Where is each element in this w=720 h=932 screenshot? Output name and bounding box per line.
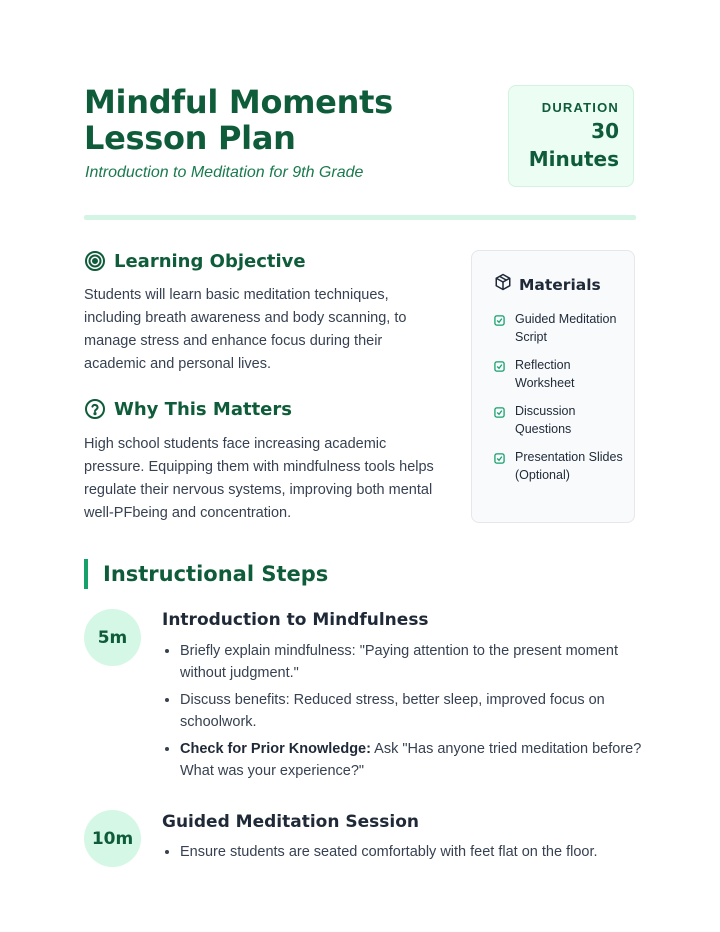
materials-list [494,310,634,484]
header-divider [84,215,636,220]
step-bullet [180,739,650,782]
duration-label: DURATION [541,100,619,115]
materials-item-label: Guided Meditation Script [515,312,617,344]
checkbox-icon [494,313,505,331]
step-bullet-text: Ask "Has anyone tried meditation before? What was your experience?" [180,741,642,779]
step-bullet-list [162,842,650,870]
checkbox-icon [494,359,505,377]
objective-text: Students will learn basic meditation techniques, including breath awareness and body scanning, to manage stress and enhance focus during their academic and personal lives. [84,287,407,372]
step-bullet-strong: Check for Prior Knowledge: [180,741,371,757]
materials-heading: Materials [519,275,601,294]
step-bullet [180,690,650,733]
why-text: High school students face increasing academic pressure. Equipping them with mindfulness tools helps regulate their nervous systems, improving both mental well-PFbeing and concentration. [84,436,434,521]
step-bullet-text: Briefly explain mindfulness: "Paying attention to the present moment without judgment." [180,643,618,681]
page-subtitle: Introduction to Meditation for 9th Grade [85,164,364,181]
materials-item-label: Presentation Slides (Optional) [515,450,623,482]
materials-item [494,356,624,392]
step-time-badge: 10m [84,810,141,867]
why-heading: Why This Matters [114,398,292,420]
step-time-badge: 5m [84,609,141,666]
materials-item-label: Discussion Questions [515,404,576,436]
duration-unit: Minutes [528,147,619,171]
materials-item [494,310,624,346]
step-bullet-list [162,641,650,788]
why-heading-row [84,398,292,420]
target-icon [84,250,106,272]
question-circle-icon [84,398,106,420]
checkbox-icon [494,405,505,423]
page-title: Mindful Moments Lesson Plan [84,83,393,157]
materials-item [494,448,624,484]
step-title: Guided Meditation Session [162,812,419,832]
objective-heading: Learning Objective [114,250,306,272]
step-bullet-text: Discuss benefits: Reduced stress, better sleep, improved focus on schoolwork. [180,692,605,730]
step-title: Introduction to Mindfulness [162,610,429,630]
duration-card [508,85,634,187]
box-icon [494,273,512,296]
step-bullet-text: Ensure students are seated comfortably with feet flat on the floor. [180,844,598,860]
instructional-steps-heading-row [84,559,328,589]
checkbox-icon [494,451,505,469]
materials-heading-row [494,273,634,296]
objective-heading-row [84,250,306,272]
materials-card [471,250,635,523]
materials-item-label: Reflection Worksheet [515,358,575,390]
materials-item [494,402,624,438]
instructional-steps-heading: Instructional Steps [103,562,329,586]
step-bullet [180,641,650,684]
step-bullet [180,842,650,864]
duration-value: 30 [591,119,619,143]
